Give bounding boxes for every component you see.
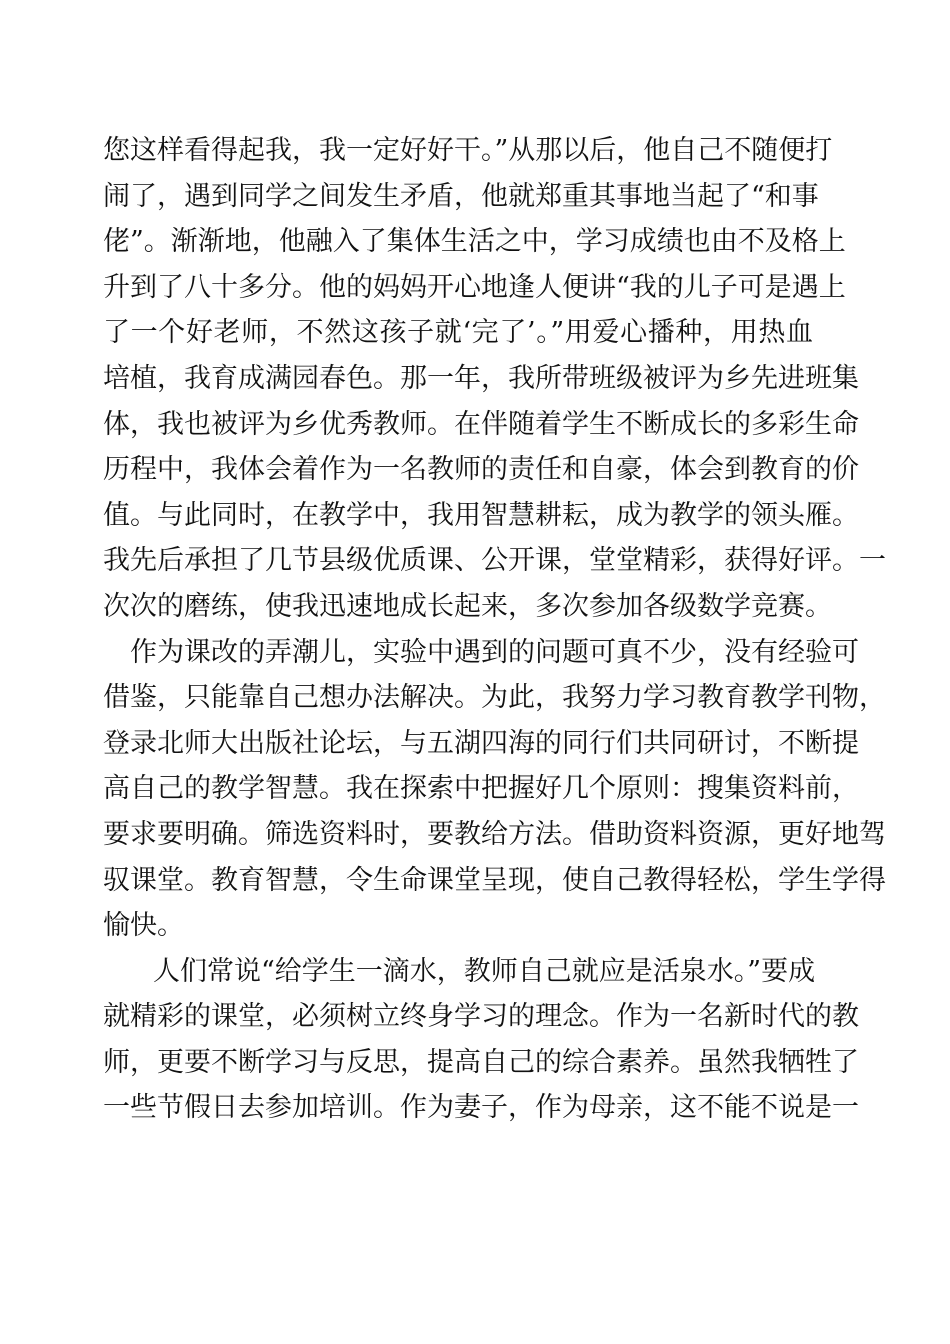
paragraph-line: 闹了，遇到同学之间发生矛盾，他就郑重其事地当起了“和事 <box>103 180 819 212</box>
paragraph-line: 愉快。 <box>103 910 184 942</box>
paragraph-line: 驭课堂。教育智慧，令生命课堂呈现，使自己教得轻松，学生学得 <box>103 864 886 896</box>
paragraph-line: 要求要明确。筛选资料时，要教给方法。借助资料资源，更好地驾 <box>103 818 886 850</box>
paragraph-2 <box>103 630 886 949</box>
paragraph-line: 次次的磨练，使我迅速地成长起来，多次参加各级数学竞赛。 <box>103 590 832 622</box>
paragraph-3 <box>103 949 859 1131</box>
paragraph-line: 您这样看得起我，我一定好好干。”从那以后，他自己不随便打 <box>103 135 833 166</box>
paragraph-line: 就精彩的课堂，必须树立终身学习的理念。作为一名新时代的教 <box>103 1001 859 1033</box>
document-body <box>103 128 886 1131</box>
paragraph-line: 人们常说“给学生一滴水，教师自己就应是活泉水。”要成 <box>153 955 816 987</box>
paragraph-line: 体，我也被评为乡优秀教师。在伴随着学生不断成长的多彩生命 <box>103 408 859 440</box>
paragraph-line: 历程中，我体会着作为一名教师的责任和自豪，体会到教育的价 <box>103 454 859 486</box>
paragraph-line: 培植，我育成满园春色。那一年，我所带班级被评为乡先进班集 <box>103 362 859 394</box>
paragraph-line: 登录北师大出版社论坛，与五湖四海的同行们共同研讨，不断提 <box>103 727 859 759</box>
paragraph-line: 高自己的教学智慧。我在探索中把握好几个原则：搜集资料前， <box>103 773 859 805</box>
paragraph-line: 佬”。渐渐地，他融入了集体生活之中，学习成绩也由不及格上 <box>103 226 846 258</box>
paragraph-line: 作为课改的弄潮儿，实验中遇到的问题可真不少，没有经验可 <box>130 636 859 668</box>
paragraph-line: 借鉴，只能靠自己想办法解决。为此，我努力学习教育教学刊物， <box>103 682 886 714</box>
paragraph-line: 升到了八十多分。他的妈妈开心地逢人便讲“我的儿子可是遇上 <box>103 271 846 303</box>
paragraph-line: 我先后承担了几节县级优质课、公开课，堂堂精彩，获得好评。一 <box>103 545 886 577</box>
paragraph-line: 值。与此同时，在教学中，我用智慧耕耘，成为教学的领头雁。 <box>103 499 859 531</box>
paragraph-1 <box>103 128 886 630</box>
paragraph-line: 一些节假日去参加培训。作为妻子，作为母亲，这不能不说是一 <box>103 1092 859 1124</box>
paragraph-line: 了一个好老师，不然这孩子就‘完了’。”用爱心播种，用热血 <box>103 317 813 349</box>
paragraph-line: 师，更要不断学习与反思，提高自己的综合素养。虽然我牺牲了 <box>103 1046 859 1078</box>
